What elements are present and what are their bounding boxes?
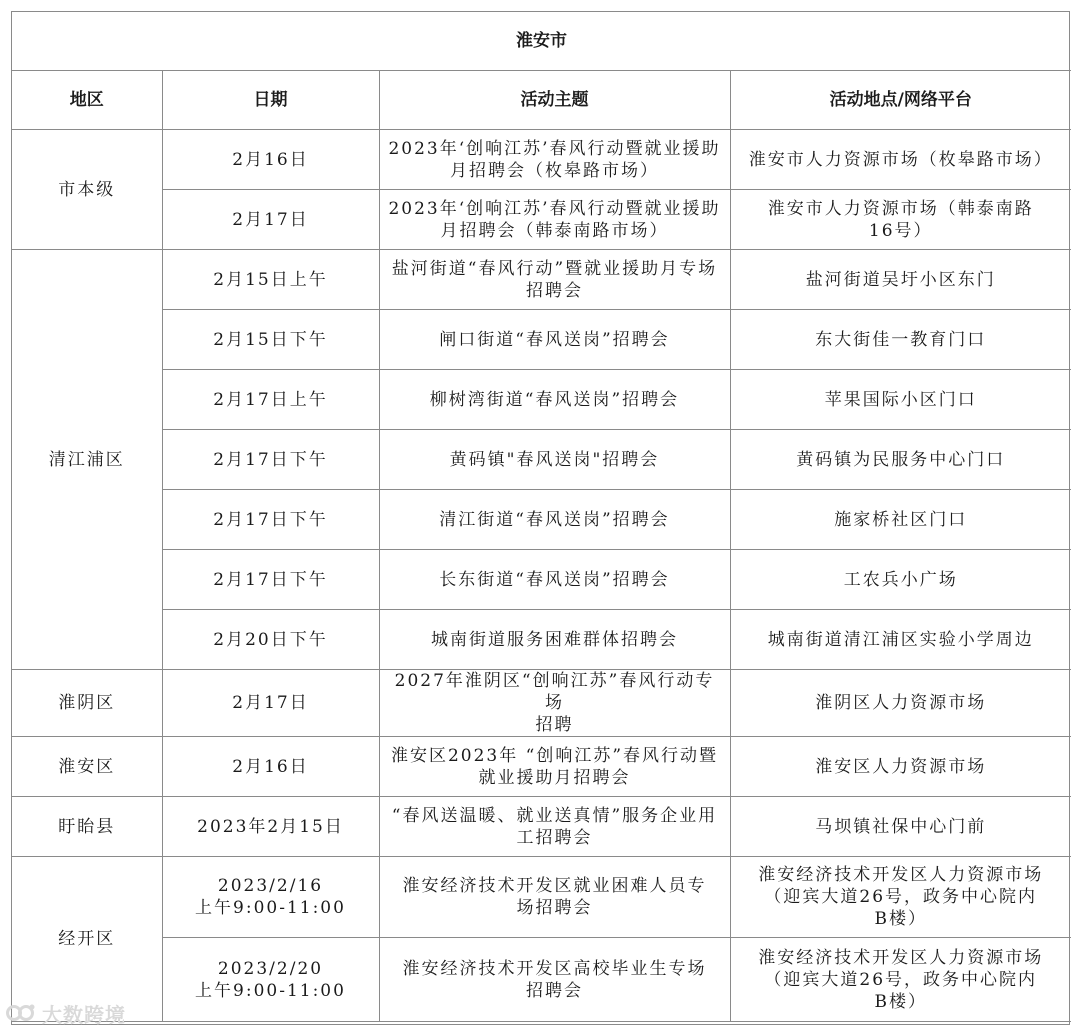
date-line: 2月17日 (232, 209, 309, 230)
venue-cell (730, 670, 1071, 737)
theme-cell (379, 797, 730, 857)
date-cell (162, 857, 379, 938)
table-row (12, 430, 1071, 490)
theme-line: 2023年‘创响江苏’春风行动暨就业援助 (388, 138, 721, 159)
date-line: 2023年2月15日 (197, 816, 344, 837)
date-line: 上午9:00-11:00 (195, 980, 346, 1001)
venue-line: （迎宾大道26号，政务中心院内 (764, 969, 1038, 990)
table-row (12, 550, 1071, 610)
title-row (12, 12, 1071, 71)
theme-line: 清江街道“春风送岗”招聘会 (439, 509, 670, 530)
table-row (12, 610, 1071, 670)
venue-line: 淮安市人力资源市场（韩泰南路 (767, 198, 1034, 219)
date-line: 2023/2/16 (217, 876, 324, 896)
theme-line: 招聘会 (526, 280, 583, 301)
venue-line: 苹果国际小区门口 (824, 389, 977, 410)
venue-cell (730, 737, 1071, 797)
theme-line: 柳树湾街道“春风送岗”招聘会 (429, 389, 680, 410)
brand-logo-icon (6, 1002, 36, 1024)
venue-line: 盐河街道吴圩小区东门 (805, 269, 996, 290)
table-row (12, 490, 1071, 550)
theme-line: 盐河街道“春风行动”暨就业援助月专场 (391, 258, 718, 279)
watermark-text: 大数跨境 (42, 1002, 126, 1027)
venue-line: （迎宾大道26号，政务中心院内 (764, 887, 1038, 907)
theme-line: 城南街道服务困难群体招聘会 (431, 629, 678, 650)
venue-cell (730, 857, 1071, 938)
theme-cell (379, 857, 730, 938)
theme-line: 2023年‘创响江苏’春风行动暨就业援助 (388, 198, 721, 219)
date-cell (162, 250, 379, 310)
region-cell: 清江浦区 (12, 250, 162, 670)
venue-cell (730, 190, 1071, 250)
venue-cell (730, 430, 1071, 490)
theme-line: 淮安经济技术开发区就业困难人员专 (402, 876, 707, 896)
venue-line: 淮安经济技术开发区人力资源市场 (758, 947, 1044, 968)
region-cell: 经开区 (12, 857, 162, 1022)
date-cell (162, 550, 379, 610)
theme-cell (379, 550, 730, 610)
theme-line: 淮安区2023年 “创响江苏”春风行动暨 (390, 745, 719, 766)
date-cell (162, 430, 379, 490)
theme-line: 场招聘会 (516, 898, 593, 918)
venue-cell (730, 250, 1071, 310)
date-cell (162, 370, 379, 430)
region-cell: 盱眙县 (12, 797, 162, 857)
theme-line: 招聘 (535, 715, 574, 735)
venue-line: 东大街佳一教育门口 (815, 329, 987, 350)
theme-cell (379, 737, 730, 797)
table-row (12, 310, 1071, 370)
date-cell (162, 310, 379, 370)
venue-cell (730, 370, 1071, 430)
header-venue: 活动地点/网络平台 (730, 71, 1071, 130)
region-cell: 淮阴区 (12, 670, 162, 737)
table-row (12, 857, 1071, 938)
venue-cell (730, 490, 1071, 550)
theme-line: 就业援助月招聘会 (478, 767, 631, 788)
venue-cell (730, 938, 1071, 1022)
theme-cell (379, 610, 730, 670)
theme-line: 2027年淮阴区“创响江苏”春风行动专场 (394, 671, 715, 713)
date-line: 2月16日 (232, 149, 309, 170)
table-row (12, 250, 1071, 310)
date-line: 2023/2/20 (217, 958, 324, 979)
theme-cell (379, 130, 730, 190)
date-line: 2月17日下午 (213, 449, 328, 470)
venue-cell (730, 310, 1071, 370)
date-line: 2月17日上午 (213, 389, 328, 410)
date-cell (162, 130, 379, 190)
table-row (12, 938, 1071, 1022)
theme-cell (379, 310, 730, 370)
venue-line: 工农兵小广场 (843, 569, 958, 590)
venue-line: B楼） (874, 909, 927, 929)
theme-line: “春风送温暖、就业送真情”服务企业用 (391, 805, 718, 826)
table-row (12, 670, 1071, 737)
theme-cell (379, 670, 730, 737)
venue-cell (730, 550, 1071, 610)
date-cell (162, 610, 379, 670)
theme-cell (379, 190, 730, 250)
theme-cell (379, 370, 730, 430)
table-row (12, 797, 1071, 857)
venue-cell (730, 797, 1071, 857)
table-row (12, 370, 1071, 430)
date-line: 2月15日下午 (213, 329, 328, 350)
brand-watermark (6, 998, 126, 1028)
table-row (12, 737, 1071, 797)
table-row (12, 190, 1071, 250)
date-line: 2月15日上午 (213, 269, 328, 290)
header-region: 地区 (12, 71, 162, 130)
date-cell (162, 490, 379, 550)
date-line: 2月16日 (232, 756, 309, 777)
schedule-sheet (11, 11, 1070, 1025)
date-cell (162, 797, 379, 857)
theme-cell (379, 430, 730, 490)
venue-line: 黄码镇为民服务中心门口 (796, 449, 1006, 470)
region-cell: 淮安区 (12, 737, 162, 797)
theme-cell (379, 250, 730, 310)
theme-line: 黄码镇"春风送岗"招聘会 (449, 449, 660, 470)
venue-line: 16号） (868, 220, 933, 241)
theme-line: 淮安经济技术开发区高校毕业生专场 (402, 958, 707, 979)
venue-line: 施家桥社区门口 (834, 509, 968, 530)
date-line: 2月20日下午 (213, 629, 328, 650)
table-title: 淮安市 (12, 12, 1071, 71)
venue-line: 淮阴区人力资源市场 (815, 693, 987, 713)
date-line: 上午9:00-11:00 (195, 898, 346, 918)
date-line: 2月17日下午 (213, 509, 328, 530)
job-fair-schedule-table (12, 12, 1071, 1022)
theme-cell (379, 938, 730, 1022)
venue-line: 马坝镇社保中心门前 (815, 816, 987, 837)
theme-line: 工招聘会 (516, 827, 593, 848)
header-theme: 活动主题 (379, 71, 730, 130)
venue-cell (730, 610, 1071, 670)
venue-line: B楼） (874, 991, 927, 1012)
date-cell (162, 938, 379, 1022)
header-row (12, 71, 1071, 130)
venue-line: 淮安市人力资源市场（枚皋路市场） (748, 149, 1053, 170)
theme-line: 闸口街道“春风送岗”招聘会 (439, 329, 670, 350)
date-line: 2月17日下午 (213, 569, 328, 590)
venue-cell (730, 130, 1071, 190)
date-cell (162, 737, 379, 797)
table-row (12, 130, 1071, 190)
header-date: 日期 (162, 71, 379, 130)
theme-cell (379, 490, 730, 550)
region-cell: 市本级 (12, 130, 162, 250)
theme-line: 月招聘会（枚皋路市场） (450, 160, 659, 181)
theme-line: 招聘会 (526, 980, 583, 1001)
date-line: 2月17日 (232, 693, 309, 713)
theme-line: 长东街道“春风送岗”招聘会 (439, 569, 670, 590)
venue-line: 淮安经济技术开发区人力资源市场 (758, 865, 1044, 885)
date-cell (162, 190, 379, 250)
venue-line: 城南街道清江浦区实验小学周边 (767, 629, 1034, 650)
venue-line: 淮安区人力资源市场 (815, 756, 987, 777)
theme-line: 月招聘会（韩泰南路市场） (440, 220, 669, 241)
date-cell (162, 670, 379, 737)
